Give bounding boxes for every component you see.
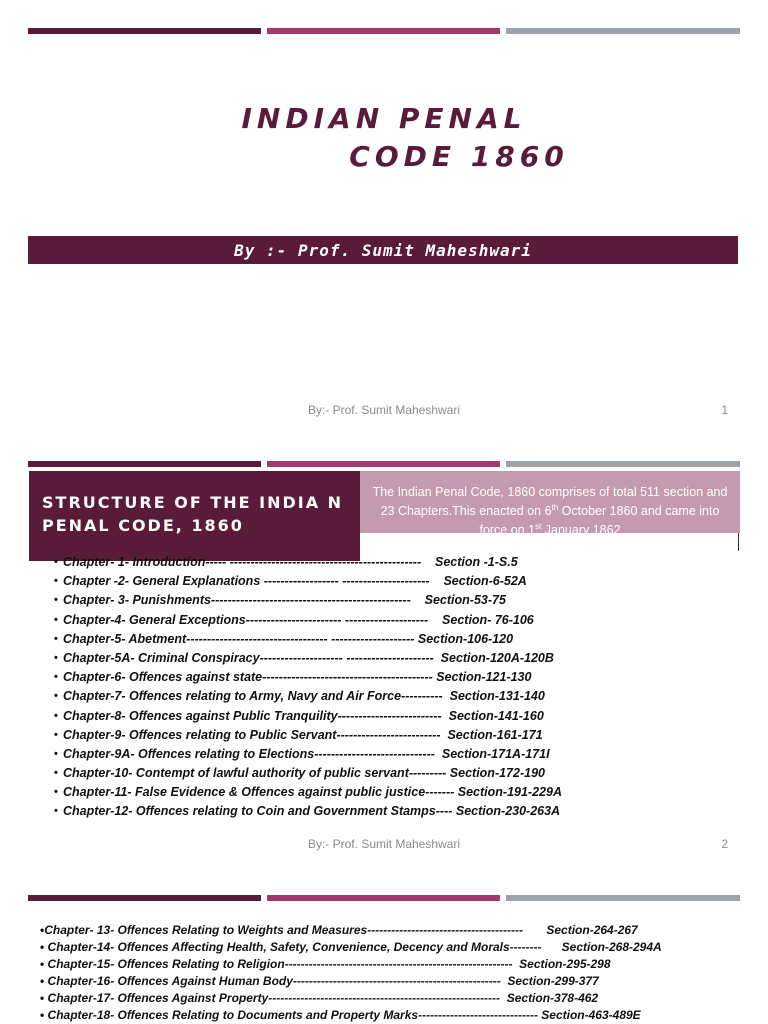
bar-magenta	[267, 28, 500, 34]
bar-dark	[28, 28, 261, 34]
bar-dark	[28, 461, 261, 467]
list-item	[40, 922, 662, 939]
bullet-icon: •	[40, 923, 45, 937]
decorative-bars	[28, 28, 740, 34]
list-item: • Chapter- 1- Introduction----- ---------------------------------------------- Section -1-S.5	[54, 553, 562, 572]
list-item-text: Chapter-17- Offences Against Property---------------------------------------------------------- Section-378-462	[47, 991, 599, 1005]
bar-dark	[28, 895, 261, 901]
list-item-text: Chapter-18- Offences Relating to Documents and Property Marks------------------------------ Section-463-489E	[47, 1008, 641, 1022]
list-item	[40, 973, 662, 990]
divider-line	[738, 533, 739, 551]
intro-sup-1: th	[551, 503, 559, 512]
intro-text-1: The Indian Penal Code, 1860 comprises of total 511 section and 23 Chapters.This enacted on 6	[372, 485, 728, 519]
chapter-list	[54, 553, 562, 822]
intro-summary	[360, 471, 740, 538]
byline-banner: By :- Prof. Sumit Maheshwari	[28, 236, 738, 264]
list-item: • Chapter-7- Offences relating to Army, Navy and Air Force---------- Section-131-140	[54, 687, 562, 706]
bar-magenta	[267, 461, 500, 467]
list-item-text: Chapter- 13- Offences Relating to Weights and Measures--------------------------------------- Section-264-267	[44, 923, 638, 937]
footer-author: By:- Prof. Sumit Maheshwari	[307, 837, 461, 851]
slide-title	[0, 100, 768, 176]
list-item: • Chapter-10- Contempt of lawful authority of public servant--------- Section-172-190	[54, 764, 562, 783]
list-item	[40, 956, 662, 973]
intro-sup-2: st	[535, 522, 542, 532]
intro-text-3: January 1862	[541, 523, 621, 538]
list-item: • Chapter- 3- Punishments------------------------------------------------ Section-53-75	[54, 591, 562, 610]
list-item	[40, 1007, 662, 1024]
list-item: • Chapter-5A- Criminal Conspiracy-------------------- --------------------- Section-120A-120B	[54, 649, 562, 668]
bar-grey	[506, 461, 740, 467]
list-item: • Chapter -2- General Explanations ------------------ --------------------- Section-6-52A	[54, 572, 562, 591]
bullet-icon: •	[40, 991, 48, 1005]
list-item: • Chapter-12- Offences relating to Coin and Government Stamps---- Section-230-263A	[54, 802, 562, 821]
bullet-icon: •	[40, 1008, 48, 1022]
list-item: • Chapter-4- General Exceptions----------------------- -------------------- Section- 76-106	[54, 611, 562, 630]
slide-1	[0, 0, 768, 440]
list-item-text: Chapter-16- Offences Against Human Body---------------------------------------------------- Section-299-377	[47, 974, 599, 988]
bar-grey	[506, 28, 740, 34]
list-item: • Chapter-9A- Offences relating to Elections----------------------------- Section-171A-171I	[54, 745, 562, 764]
list-item-text: Chapter-15- Offences Relating to Religion--------------------------------------------------------- Section-295-298	[47, 957, 611, 971]
title-line-1: INDIAN PENAL	[241, 102, 527, 135]
structure-heading: STRUCTURE OF THE INDIA N PENAL CODE, 1860	[29, 471, 360, 561]
title-line-2: CODE 1860	[349, 140, 569, 173]
page-number: 1	[721, 403, 728, 417]
slide-3	[0, 886, 768, 1024]
list-item: • Chapter-9- Offences relating to Public Servant------------------------- Section-161-171	[54, 726, 562, 745]
list-item	[40, 990, 662, 1007]
list-item	[40, 939, 662, 956]
bar-grey	[506, 895, 740, 901]
intro-text-2: October 1860 and came into force on 1	[479, 504, 720, 538]
list-item: • Chapter-11- False Evidence & Offences against public justice------- Section-191-229A	[54, 783, 562, 802]
decorative-bars	[28, 461, 740, 467]
list-item: • Chapter-8- Offences against Public Tranquility------------------------- Section-141-160	[54, 707, 562, 726]
page-number: 2	[721, 837, 728, 851]
footer-author: By:- Prof. Sumit Maheshwari	[307, 403, 461, 417]
bullet-icon: •	[40, 974, 48, 988]
bullet-icon: •	[40, 957, 48, 971]
list-item-text: Chapter-14- Offences Affecting Health, Safety, Convenience, Decency and Morals-------- Section-268-294A	[47, 940, 662, 954]
list-item: • Chapter-5- Abetment---------------------------------- -------------------- Section-106-120	[54, 630, 562, 649]
slide-2	[0, 453, 768, 873]
decorative-bars	[28, 895, 740, 901]
bullet-icon: •	[40, 940, 48, 954]
chapter-list	[40, 922, 662, 1024]
bar-magenta	[267, 895, 500, 901]
list-item: • Chapter-6- Offences against state----------------------------------------- Section-121-130	[54, 668, 562, 687]
